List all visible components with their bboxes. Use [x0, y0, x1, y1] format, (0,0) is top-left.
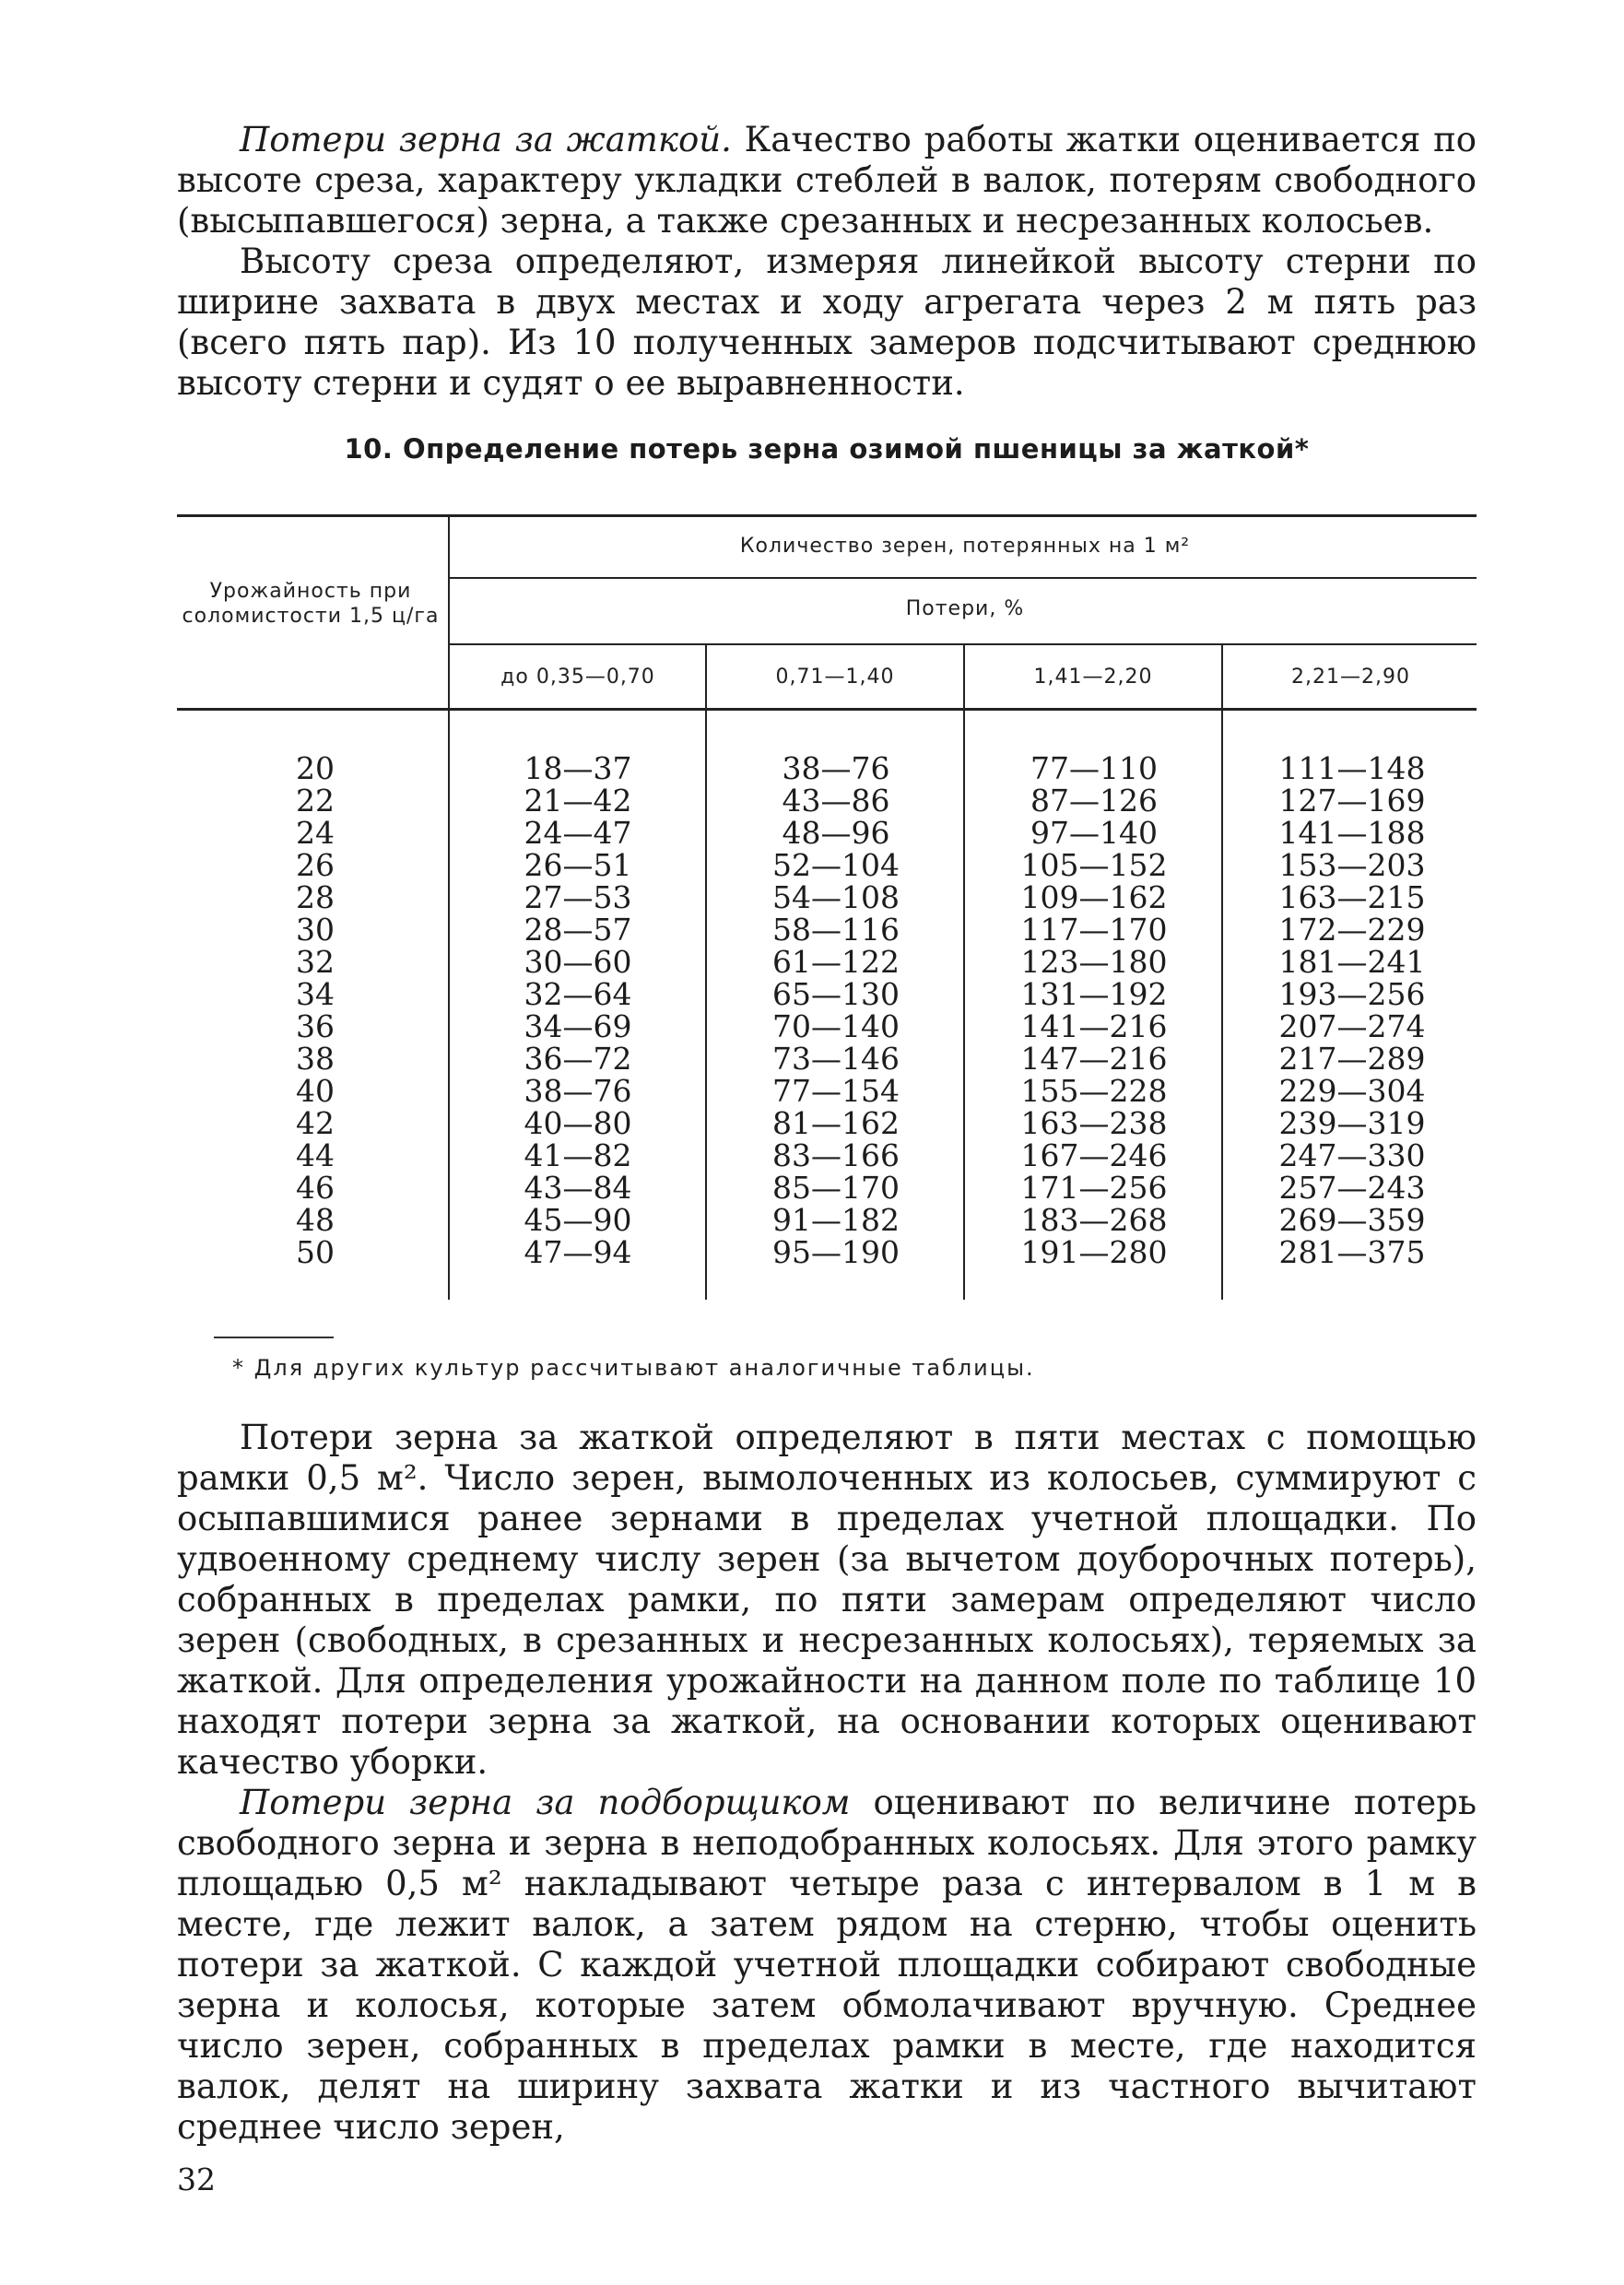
loss-cell: 47—94 — [524, 1234, 632, 1270]
yield-cell: 24 — [296, 815, 335, 851]
loss-cell: 43—86 — [782, 783, 890, 819]
intro-paragraph-1-text: Качество работы жатки оценивается по высоте среза, характеру укладки стеблей в валок, потерям свободного (высыпавшегося) зерна, а также срезанных и несрезанных колосьев. — [177, 120, 1477, 241]
sub-header: Потери, % — [905, 597, 1025, 620]
table-vrule-1 — [448, 514, 450, 1300]
loss-cell: 193—256 — [1278, 976, 1426, 1012]
loss-cell: 61—122 — [772, 944, 900, 980]
yield-cell: 34 — [296, 976, 335, 1012]
loss-cell: 123—180 — [1020, 944, 1168, 980]
loss-cell: 191—280 — [1020, 1234, 1168, 1270]
loss-cell: 131—192 — [1020, 976, 1168, 1012]
loss-cell: 73—146 — [772, 1041, 900, 1077]
loss-cell: 36—72 — [524, 1041, 632, 1077]
loss-cell: 65—130 — [772, 976, 900, 1012]
loss-cell: 77—154 — [772, 1073, 900, 1109]
loss-cell: 70—140 — [772, 1008, 900, 1044]
loss-column-2 — [712, 752, 960, 1268]
loss-cell: 207—274 — [1278, 1008, 1426, 1044]
yield-cell: 42 — [296, 1105, 335, 1141]
column-header-3: 1,41—2,20 — [1033, 665, 1153, 689]
loss-cell: 77—110 — [1030, 750, 1158, 786]
yield-cell: 50 — [296, 1234, 335, 1270]
intro-paragraph-1 — [177, 120, 1477, 241]
loss-cell: 83—166 — [772, 1137, 900, 1173]
loss-cell: 155—228 — [1020, 1073, 1168, 1109]
loss-cell: 172—229 — [1278, 912, 1426, 948]
table-vrule-2 — [705, 645, 707, 1300]
table-vrule-3 — [963, 645, 965, 1300]
loss-cell: 38—76 — [782, 750, 890, 786]
loss-cell: 26—51 — [524, 847, 632, 883]
table-top-rule — [177, 514, 1477, 517]
loss-cell: 109—162 — [1020, 879, 1168, 915]
loss-cell: 163—238 — [1020, 1105, 1168, 1141]
loss-cell: 81—162 — [772, 1105, 900, 1141]
loss-cell: 269—359 — [1278, 1202, 1426, 1238]
yield-column — [260, 752, 371, 1268]
loss-cell: 54—108 — [772, 879, 900, 915]
loss-column-3 — [970, 752, 1218, 1268]
loss-cell: 147—216 — [1020, 1041, 1168, 1077]
loss-cell: 163—215 — [1278, 879, 1426, 915]
loss-cell: 43—84 — [524, 1170, 632, 1206]
loss-cell: 18—37 — [524, 750, 632, 786]
table-title: 10. Определение потерь зерна озимой пшеницы за жаткой* — [344, 433, 1310, 465]
loss-cell: 105—152 — [1020, 847, 1168, 883]
loss-cell: 171—256 — [1020, 1170, 1168, 1206]
table-footnote: * Для других культур рассчитывают аналогичные таблицы. — [232, 1355, 1035, 1381]
loss-cell: 153—203 — [1278, 847, 1426, 883]
yield-cell: 22 — [296, 783, 335, 819]
loss-cell: 141—216 — [1020, 1008, 1168, 1044]
loss-cell: 247—330 — [1278, 1137, 1426, 1173]
loss-cell: 58—116 — [772, 912, 900, 948]
loss-cell: 32—64 — [524, 976, 632, 1012]
loss-cell: 41—82 — [524, 1137, 632, 1173]
yield-cell: 36 — [296, 1008, 335, 1044]
loss-cell: 21—42 — [524, 783, 632, 819]
intro-heading-italic: Потери зерна за жаткой. — [240, 120, 732, 159]
loss-cell: 127—169 — [1278, 783, 1426, 819]
loss-table — [177, 514, 1477, 1307]
yield-cell: 20 — [296, 750, 335, 786]
yield-cell: 48 — [296, 1202, 335, 1238]
loss-cell: 117—170 — [1020, 912, 1168, 948]
loss-cell: 91—182 — [772, 1202, 900, 1238]
yield-cell: 26 — [296, 847, 335, 883]
table-vrule-4 — [1221, 645, 1223, 1300]
column-header-1: до 0,35—0,70 — [500, 665, 655, 689]
loss-cell: 45—90 — [524, 1202, 632, 1238]
column-header-4: 2,21—2,90 — [1291, 665, 1410, 689]
loss-cell: 85—170 — [772, 1170, 900, 1206]
yield-cell: 44 — [296, 1137, 335, 1173]
loss-cell: 257—243 — [1278, 1170, 1426, 1206]
loss-cell: 183—268 — [1020, 1202, 1168, 1238]
loss-cell: 34—69 — [524, 1008, 632, 1044]
row-header: Урожайность при соломистости 1,5 ц/га — [182, 580, 440, 628]
loss-cell: 52—104 — [772, 847, 900, 883]
loss-cell: 24—47 — [524, 815, 632, 851]
loss-cell: 181—241 — [1278, 944, 1426, 980]
footnote-rule — [214, 1337, 334, 1338]
loss-cell: 28—57 — [524, 912, 632, 948]
intro-paragraph-2: Высоту среза определяют, измеряя линейкой высоту стерни по ширине захвата в двух местах и ходу агрегата через 2 м пять раз (всего пять пар). Из 10 полученных замеров подсчитывают среднюю высоту стерни и судят о ее выравненности. — [177, 241, 1477, 403]
loss-cell: 111—148 — [1278, 750, 1426, 786]
page-content — [177, 120, 1477, 2147]
loss-cell: 40—80 — [524, 1105, 632, 1141]
loss-cell: 239—319 — [1278, 1105, 1426, 1141]
page-number: 32 — [177, 2161, 216, 2197]
loss-column-4 — [1228, 752, 1477, 1268]
group-header: Количество зерен, потерянных на 1 м² — [739, 535, 1191, 558]
loss-cell: 217—289 — [1278, 1041, 1426, 1077]
loss-cell: 229—304 — [1278, 1073, 1426, 1109]
loss-cell: 97—140 — [1030, 815, 1158, 851]
yield-cell: 32 — [296, 944, 335, 980]
loss-cell: 48—96 — [782, 815, 890, 851]
loss-cell: 38—76 — [524, 1073, 632, 1109]
loss-cell: 87—126 — [1030, 783, 1158, 819]
body-heading-italic: Потери зерна за подборщиком — [240, 1783, 851, 1822]
loss-cell: 95—190 — [772, 1234, 900, 1270]
loss-cell: 281—375 — [1278, 1234, 1426, 1270]
column-header-2: 0,71—1,40 — [775, 665, 895, 689]
loss-column-1 — [453, 752, 702, 1268]
table-header-bottom-rule — [177, 708, 1477, 711]
body-paragraph-2 — [177, 1783, 1477, 2148]
body-text — [177, 1418, 1477, 2148]
table-group-rule — [450, 577, 1477, 579]
loss-cell: 30—60 — [524, 944, 632, 980]
loss-cell: 27—53 — [524, 879, 632, 915]
body-paragraph-1: Потери зерна за жаткой определяют в пяти местах с помощью рамки 0,5 м². Число зерен, вымолоченных из колосьев, суммируют с осыпавшимися ранее зернами в пределах учетной площадки. По удвоенному среднему числу зерен (за вычетом доуборочных потерь), собранных в пределах рамки, по пяти замерам определяют число зерен (свободных, в срезанных и несрезанных колосьях), теряемых за жаткой. Для определения урожайности на данном поле по таблице 10 находят потери зерна за жаткой, на основании которых оценивают качество уборки. — [177, 1418, 1477, 1782]
yield-cell: 28 — [296, 879, 335, 915]
body-paragraph-2-text: оценивают по величине потерь свободного зерна и зерна в неподобранных колосьях. Для этого рамку площадью 0,5 м² накладывают четыре раза с интервалом в 1 м в месте, где лежит валок, а затем рядом на стерню, чтобы оценить потери за жаткой. С каждой учетной площадки собирают свободные зерна и колосья, которые затем обмолачивают вручную. Среднее число зерен, собранных в пределах рамки в месте, где находится валок, делят на ширину захвата жатки и из частного вычитают среднее число зерен, — [177, 1783, 1477, 2147]
yield-cell: 46 — [296, 1170, 335, 1206]
yield-cell: 30 — [296, 912, 335, 948]
loss-cell: 167—246 — [1020, 1137, 1168, 1173]
yield-cell: 40 — [296, 1073, 335, 1109]
yield-cell: 38 — [296, 1041, 335, 1077]
loss-cell: 141—188 — [1278, 815, 1426, 851]
